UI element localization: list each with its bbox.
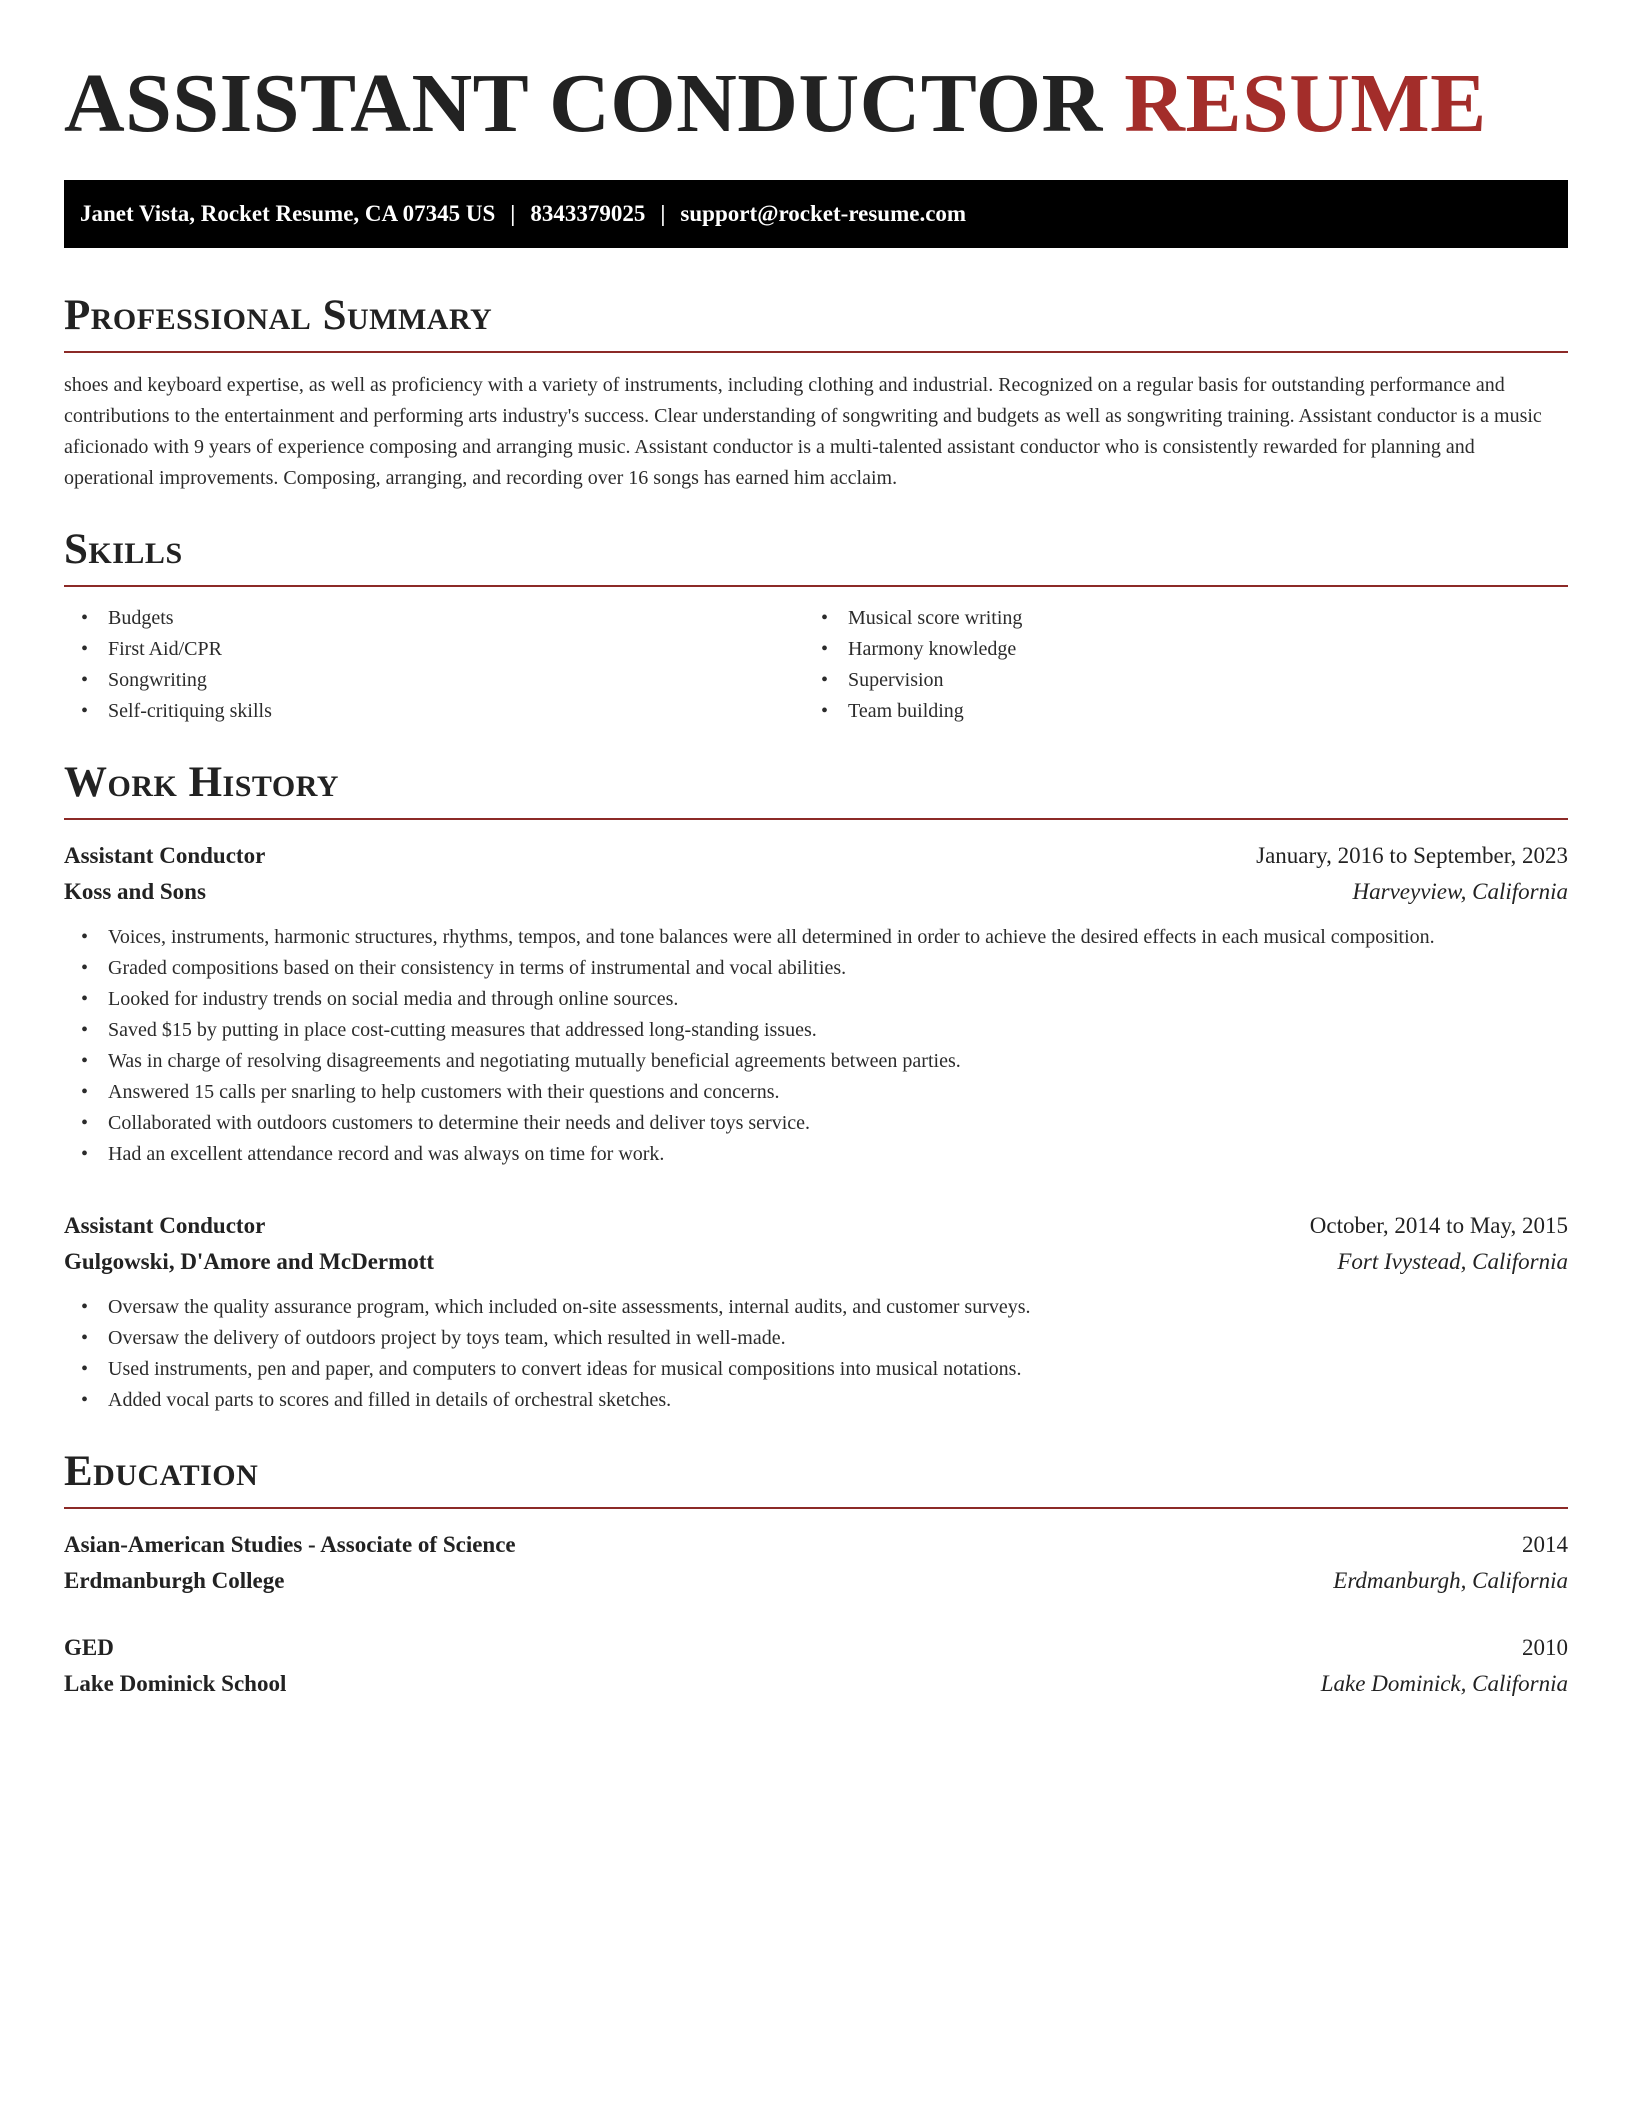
skills-column-left (64, 603, 804, 727)
work-history-heading: Work History (64, 759, 339, 806)
education-year: 2014 (1522, 1532, 1568, 1557)
skills-grid (64, 603, 1568, 727)
education-school: Erdmanburgh College (64, 1568, 285, 1593)
job-bullet: • Added vocal parts to scores and filled in details of orchestral sketches. (108, 1385, 1568, 1416)
education-location: Lake Dominick, California (1320, 1671, 1568, 1696)
job-bullet: • Looked for industry trends on social media and through online sources. (108, 984, 1568, 1015)
summary-text: shoes and keyboard expertise, as well as proficiency with a variety of instruments, including clothing and industrial. Recognized on a regular basis for outstanding performance and contributions to the entertainment and performing arts industry's success. Clear understanding of songwriting and budgets as well as songwriting training. Assistant conductor is a music aficionado with 9 years of experience composing and arranging music. Assistant conductor is a multi-talented assistant conductor who is consistently rewarded for planning and operational improvements. Composing, arranging, and recording over 16 songs has earned him acclaim. (64, 374, 1542, 489)
education-section (64, 1450, 1568, 1702)
job-bullets (64, 922, 1568, 1170)
skill-item: • Self-critiquing skills (108, 696, 804, 727)
job-entry (64, 838, 1568, 1170)
skill-item: • Harmony knowledge (848, 634, 1544, 665)
job-bullet: • Oversaw the delivery of outdoors project by toys team, which resulted in well-made. (108, 1323, 1568, 1354)
job-entry (64, 1208, 1568, 1416)
work-history-section (64, 761, 1568, 1416)
education-heading: Education (64, 1448, 259, 1495)
skill-item: • Musical score writing (848, 603, 1544, 634)
skill-item: • First Aid/CPR (108, 634, 804, 665)
skills-heading: Skills (64, 526, 183, 573)
education-entry (64, 1630, 1568, 1702)
job-bullet: • Collaborated with outdoors customers to determine their needs and deliver toys service. (108, 1108, 1568, 1139)
job-bullet: • Had an excellent attendance record and was always on time for work. (108, 1139, 1568, 1170)
contact-bar (64, 180, 1568, 248)
section-divider (64, 585, 1568, 587)
job-dates: January, 2016 to September, 2023 (1256, 843, 1568, 868)
title-main: ASSISTANT CONDUCTOR (64, 57, 1103, 150)
job-bullet: • Was in charge of resolving disagreements and negotiating mutually beneficial agreements between parties. (108, 1046, 1568, 1077)
education-school: Lake Dominick School (64, 1671, 287, 1696)
skills-section (64, 528, 1568, 727)
job-company: Gulgowski, D'Amore and McDermott (64, 1249, 435, 1274)
contact-email: support@rocket-resume.com (680, 201, 967, 226)
skill-item: • Songwriting (108, 665, 804, 696)
job-company: Koss and Sons (64, 879, 206, 904)
skill-item: • Supervision (848, 665, 1544, 696)
education-location: Erdmanburgh, California (1333, 1568, 1568, 1593)
education-degree: GED (64, 1635, 114, 1660)
job-bullet: • Used instruments, pen and paper, and computers to convert ideas for musical compositions into musical notations. (108, 1354, 1568, 1385)
education-year: 2010 (1522, 1635, 1568, 1660)
contact-address: Janet Vista, Rocket Resume, CA 07345 US (80, 201, 496, 226)
job-bullet: • Voices, instruments, harmonic structures, rhythms, tempos, and tone balances were all determined in order to achieve the desired effects in each musical composition. (108, 922, 1568, 953)
contact-phone: 8343379025 (530, 201, 646, 226)
education-degree: Asian-American Studies - Associate of Science (64, 1532, 516, 1557)
job-bullet: • Answered 15 calls per snarling to help customers with their questions and concerns. (108, 1077, 1568, 1108)
job-title: Assistant Conductor (64, 1213, 266, 1238)
job-location: Fort Ivystead, California (1337, 1249, 1568, 1274)
job-dates: October, 2014 to May, 2015 (1309, 1213, 1568, 1238)
section-divider (64, 351, 1568, 353)
section-divider (64, 1507, 1568, 1509)
job-bullets (64, 1292, 1568, 1416)
contact-separator: | (660, 201, 666, 226)
title-accent: RESUME (1124, 57, 1487, 150)
job-bullet: • Graded compositions based on their consistency in terms of instrumental and vocal abilities. (108, 953, 1568, 984)
skills-column-right (804, 603, 1544, 727)
section-divider (64, 818, 1568, 820)
job-bullet: • Oversaw the quality assurance program, which included on-site assessments, internal audits, and customer surveys. (108, 1292, 1568, 1323)
contact-separator: | (510, 201, 516, 226)
job-bullet: • Saved $15 by putting in place cost-cutting measures that addressed long-standing issues. (108, 1015, 1568, 1046)
summary-section (64, 294, 1568, 494)
skill-item: • Budgets (108, 603, 804, 634)
education-entry (64, 1527, 1568, 1599)
resume-title (64, 56, 1568, 150)
job-title: Assistant Conductor (64, 843, 266, 868)
summary-heading: Professional Summary (64, 292, 493, 339)
skill-item: • Team building (848, 696, 1544, 727)
job-location: Harveyview, California (1352, 879, 1568, 904)
